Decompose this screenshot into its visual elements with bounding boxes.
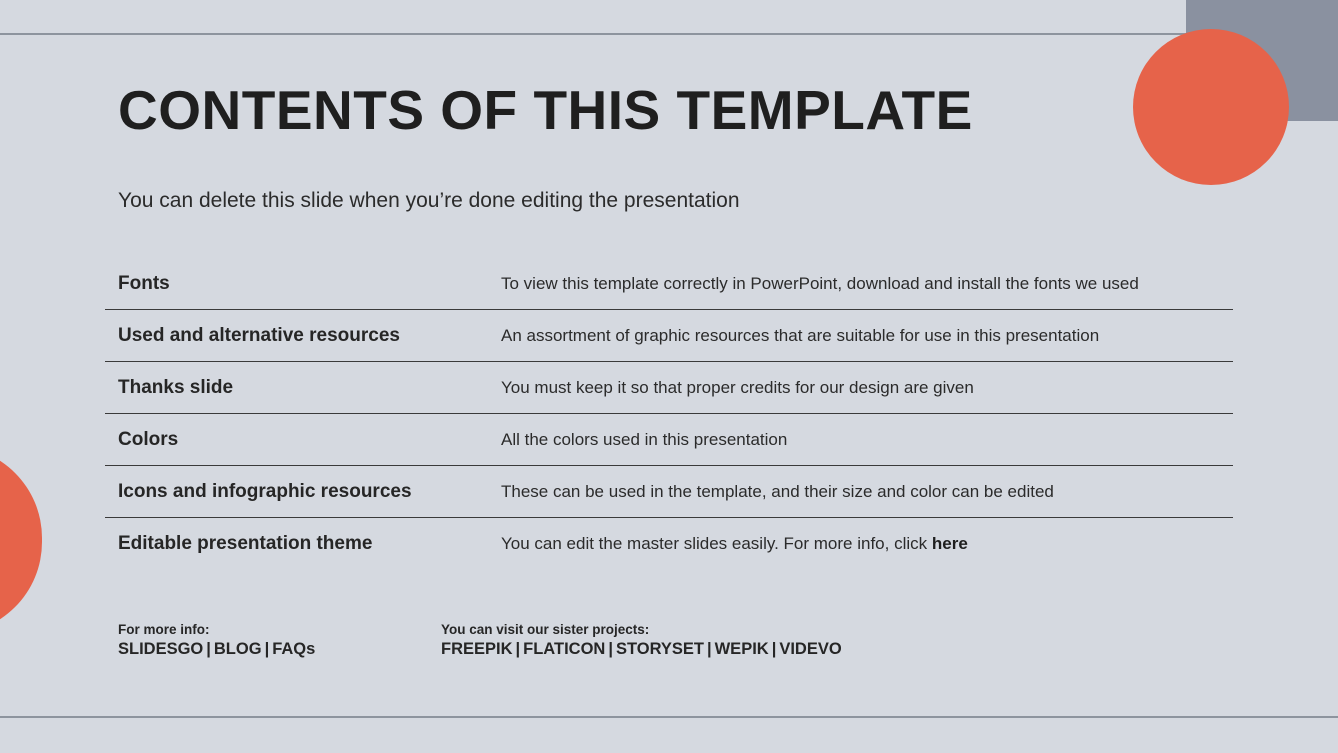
bottom-divider-line bbox=[0, 716, 1338, 718]
row-description: An assortment of graphic resources that are suitable for use in this presentation bbox=[501, 325, 1100, 345]
table-row bbox=[105, 414, 1233, 466]
table-row bbox=[105, 258, 1233, 310]
table-row bbox=[105, 362, 1233, 414]
decorative-coral-circle bbox=[1133, 29, 1289, 185]
row-description: To view this template correctly in PowerPoint, download and install the fonts we used bbox=[501, 273, 1139, 293]
footer-more-info bbox=[118, 621, 315, 660]
row-label: Thanks slide bbox=[118, 376, 234, 398]
row-label: Used and alternative resources bbox=[118, 324, 400, 346]
row-label: Icons and infographic resources bbox=[118, 480, 412, 502]
link-separator: | bbox=[771, 640, 777, 658]
row-description: All the colors used in this presentation bbox=[501, 429, 788, 449]
flaticon-link[interactable]: FLATICON bbox=[523, 640, 606, 658]
footer-more-info-label: For more info: bbox=[118, 622, 210, 637]
link-separator: | bbox=[264, 640, 270, 658]
blog-link[interactable]: BLOG bbox=[213, 640, 262, 658]
slide-title: CONTENTS OF THIS TEMPLATE bbox=[118, 79, 973, 141]
freepik-link[interactable]: FREEPIK bbox=[441, 640, 513, 658]
row-description: You must keep it so that proper credits for our design are given bbox=[501, 377, 974, 397]
link-separator: | bbox=[515, 640, 521, 658]
link-separator: | bbox=[706, 640, 712, 658]
row-description-text: You can edit the master slides easily. For more info, click bbox=[501, 534, 932, 553]
faqs-link[interactable]: FAQs bbox=[272, 640, 316, 658]
slide-subtitle: You can delete this slide when you’re done editing the presentation bbox=[118, 189, 740, 212]
link-separator: | bbox=[206, 640, 211, 658]
link-separator: | bbox=[608, 640, 613, 658]
wepik-link[interactable]: WEPIK bbox=[714, 640, 769, 658]
row-label: Fonts bbox=[118, 272, 170, 294]
row-description bbox=[501, 533, 1233, 555]
storyset-link[interactable]: STORYSET bbox=[615, 640, 704, 658]
footer-sister-projects bbox=[441, 621, 842, 660]
videvo-link[interactable]: VIDEVO bbox=[779, 640, 842, 658]
contents-table bbox=[105, 258, 1233, 570]
footer-more-info-links bbox=[118, 638, 315, 660]
footer-sister-projects-links bbox=[441, 638, 842, 660]
table-row bbox=[105, 466, 1233, 518]
table-row bbox=[105, 518, 1233, 570]
footer-sister-projects-label: You can visit our sister projects: bbox=[441, 622, 650, 637]
top-divider-line bbox=[0, 33, 1186, 35]
table-row bbox=[105, 310, 1233, 362]
row-label: Editable presentation theme bbox=[118, 533, 373, 554]
slidesgo-link[interactable]: SLIDESGO bbox=[118, 640, 204, 658]
row-label: Colors bbox=[118, 428, 179, 450]
decorative-coral-half-circle bbox=[0, 446, 42, 634]
here-link[interactable]: here bbox=[931, 534, 968, 553]
row-description: These can be used in the template, and their size and color can be edited bbox=[501, 481, 1054, 501]
